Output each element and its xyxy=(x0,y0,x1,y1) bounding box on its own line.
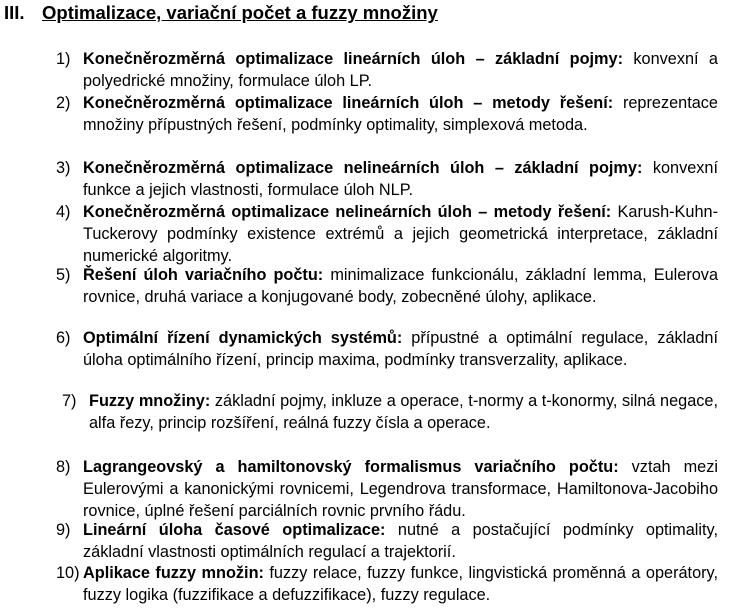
item-text: konvexní funkce a jejich vlastnosti, formulace úloh NLP. xyxy=(83,159,718,199)
item-heading: Fuzzy množiny: xyxy=(89,392,211,410)
list-item xyxy=(56,456,718,522)
section-number: III. xyxy=(4,2,25,23)
list-item xyxy=(56,327,718,371)
item-body xyxy=(83,327,718,371)
item-body xyxy=(83,92,718,136)
item-heading: Konečněrozměrná optimalizace nelineárních úloh – metody řešení: xyxy=(83,203,612,221)
item-text: základní pojmy, inkluze a operace, t-normy a t-konormy, silná negace, alfa řezy, princip rozšíření, reálná fuzzy čísla a operace. xyxy=(89,392,718,432)
item-body xyxy=(83,48,718,92)
section-heading xyxy=(4,2,438,24)
item-number: 5) xyxy=(56,266,71,284)
item-heading: Konečněrozměrná optimalizace nelineárních úloh – základní pojmy: xyxy=(83,159,643,177)
list-item xyxy=(56,157,718,201)
list-item xyxy=(56,264,718,308)
item-heading: Lineární úloha časové optimalizace: xyxy=(83,521,386,539)
item-number: 7) xyxy=(62,392,77,410)
item-heading: Lagrangeovský a hamiltonovský formalismus variačního počtu: xyxy=(83,458,619,476)
list-item xyxy=(56,519,718,563)
list-item xyxy=(56,48,718,92)
item-text: nutné a postačující podmínky optimality, základní vlastnosti optimálních regulací a trajektorií. xyxy=(83,521,718,561)
item-body xyxy=(83,456,718,522)
item-body xyxy=(83,201,718,267)
list-item xyxy=(56,92,718,136)
item-text: přípustné a optimální regulace, základní úloha optimálního řízení, princip maxima, podmínky transverzality, aplikace. xyxy=(83,329,718,369)
item-number: 1) xyxy=(56,50,71,68)
item-heading: Konečněrozměrná optimalizace lineárních úloh – základní pojmy: xyxy=(83,50,623,68)
item-text: vztah mezi Eulerovými a kanonickými rovnicemi, Legendrova transformace, Hamiltonova-Jacobiho rovnice, úplné řešení parciálních rovnic prvního řádu. xyxy=(83,458,718,520)
list-item xyxy=(62,390,718,434)
item-body xyxy=(83,562,718,606)
item-number: 3) xyxy=(56,159,71,177)
item-body xyxy=(89,390,718,434)
item-heading: Aplikace fuzzy množin: xyxy=(83,564,264,582)
item-body xyxy=(83,157,718,201)
item-body xyxy=(83,519,718,563)
list-item xyxy=(56,201,718,267)
item-text: konvexní a polyedrické množiny, formulace úloh LP. xyxy=(83,50,718,90)
list-item xyxy=(56,562,718,606)
item-number: 9) xyxy=(56,521,71,539)
item-text: minimalizace funkcionálu, základní lemma, Eulerova rovnice, druhá variace a konjugované body, zobecněné úlohy, aplikace. xyxy=(83,266,718,306)
item-text: reprezentace množiny přípustných řešení, podmínky optimality, simplexová metoda. xyxy=(83,94,718,134)
section-title: Optimalizace, variační počet a fuzzy množiny xyxy=(42,2,438,23)
item-number: 6) xyxy=(56,329,71,347)
item-number: 4) xyxy=(56,203,71,221)
item-number: 2) xyxy=(56,94,71,112)
item-body xyxy=(83,264,718,308)
item-text: Karush-Kuhn-Tuckerovy podmínky existence extrémů a jejich geometrická interpretace, základní numerické algoritmy. xyxy=(83,203,718,265)
item-number: 8) xyxy=(56,458,71,476)
item-text: fuzzy relace, fuzzy funkce, lingvistická proměnná a operátory, fuzzy logika (fuzzifikace a defuzzifikace), fuzzy regulace. xyxy=(83,564,718,604)
item-heading: Konečněrozměrná optimalizace lineárních úloh – metody řešení: xyxy=(83,94,614,112)
item-heading: Řešení úloh variačního počtu: xyxy=(83,266,324,284)
item-heading: Optimální řízení dynamických systémů: xyxy=(83,329,403,347)
item-number: 10) xyxy=(56,564,80,582)
